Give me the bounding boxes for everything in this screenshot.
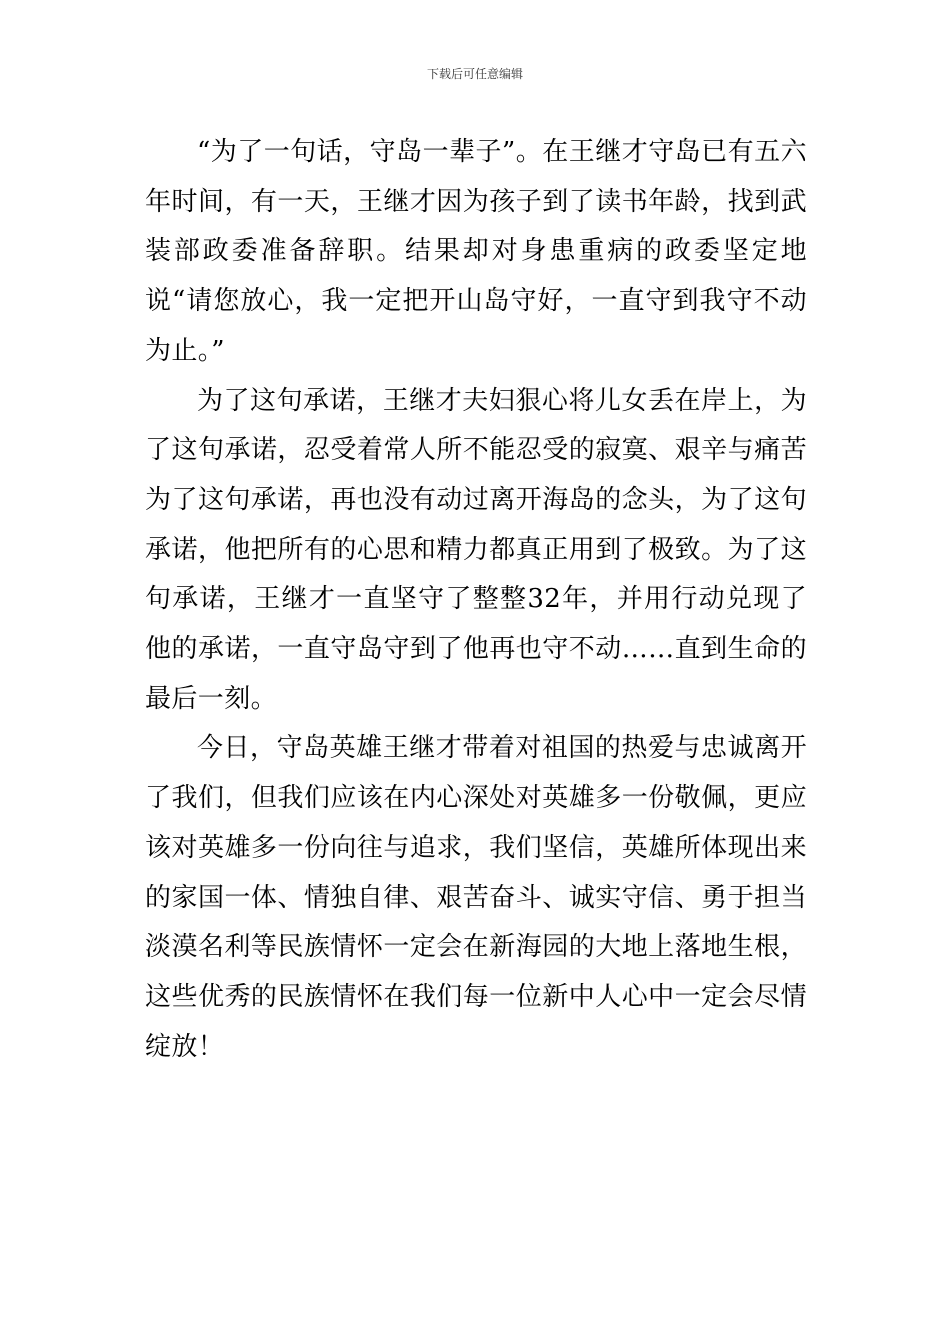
- paragraph-1: “为了一句话，守岛一辈子”。在王继才守岛已有五六年时间，有一天，王继才因为孩子到了读书年龄，找到武装部政委准备辞职。结果却对身患重病的政委坚定地说“请您放心，我一定把开山岛守好，一直守到我守不动为止。”: [145, 137, 807, 366]
- header-note: 下载后可任意编辑: [426, 67, 523, 81]
- paragraph-2: 为了这句承诺，王继才夫妇狠心将儿女丢在岸上，为了这句承诺，忍受着常人所不能忍受的寂寞、艰辛与痛苦为了这句承诺，再也没有动过离开海岛的念头，为了这句承诺，他把所有的心思和精力都真正用到了极致。为了这句承诺，王继才一直坚守了整整32年，并用行动兑现了他的承诺，一直守岛守到了他再也守不动……直到生命的最后一刻。: [145, 385, 807, 714]
- paragraph-3: 今日，守岛英雄王继才带着对祖国的热爱与忠诚离开了我们，但我们应该在内心深处对英雄多一份敬佩，更应该对英雄多一份向往与追求，我们坚信，英雄所体现出来的家国一体、情独自律、艰苦奋斗、诚实守信、勇于担当淡漠名利等民族情怀一定会在新海园的大地上落地生根，这些优秀的民族情怀在我们每一位新中人心中一定会尽情绽放！: [145, 733, 807, 1062]
- document-body: [145, 128, 807, 1072]
